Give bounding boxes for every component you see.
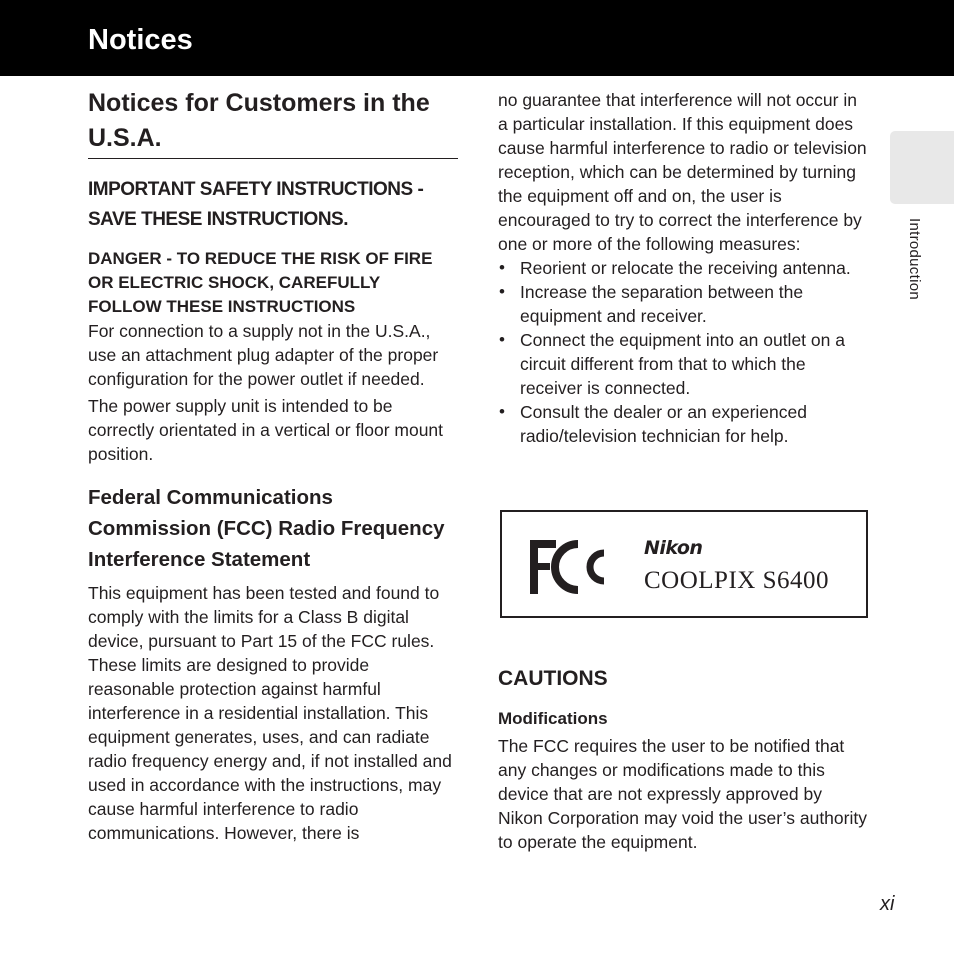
fcc-logo-icon — [528, 538, 608, 596]
list-item — [498, 280, 868, 328]
bullet-icon: • — [499, 282, 505, 301]
bullet-icon: • — [499, 330, 505, 349]
list-item-text: Increase the separation between the equipment and receiver. — [520, 282, 804, 326]
list-item-text: Reorient or relocate the receiving antenna. — [520, 258, 851, 278]
bullet-icon: • — [499, 402, 505, 421]
section-title: Notices for Customers in the U.S.A. — [88, 86, 458, 159]
safety-heading: IMPORTANT SAFETY INSTRUCTIONS - SAVE THESE INSTRUCTIONS. — [88, 179, 424, 230]
model-name: COOLPIX S6400 — [644, 567, 829, 594]
list-item — [498, 256, 868, 280]
fcc-compliance-label — [500, 510, 868, 618]
fcc-paragraph-left: This equipment has been tested and found to comply with the limits for a Class B digital device, pursuant to Part 15 of the FCC rules. These limits are designed to provide reasonable protection against harmful interference in a residential installation. This equipment generates, uses, and can radiate radio frequency energy and, if not installed and used in accordance with the instructions, may cause harmful interference to radio communications. However, there is — [88, 583, 452, 843]
modifications-paragraph: The FCC requires the user to be notified that any changes or modifications made to this device that are not expressly approved by Nikon Corporation may void the user’s authority to operate the equipment. — [498, 736, 867, 852]
list-item — [498, 328, 868, 400]
modifications-heading: Modifications — [498, 709, 608, 728]
header-bar — [0, 0, 954, 76]
list-item — [498, 400, 868, 448]
list-item-text: Consult the dealer or an experienced radio/television technician for help. — [520, 402, 807, 446]
right-column — [498, 88, 868, 448]
safety-paragraph-1: For connection to a supply not in the U.S.A., use an attachment plug adapter of the proper configuration for the power outlet if needed. — [88, 321, 439, 389]
fcc-paragraph-right: no guarantee that interference will not occur in a particular installation. If this equipment does cause harmful interference to radio or television reception, which can be determined by turning the equipment off and on, the user is encouraged to try to correct the interference by one or more of the following measures: — [498, 90, 867, 254]
safety-paragraph-2: The power supply unit is intended to be correctly orientated in a vertical or floor mount position. — [88, 396, 444, 464]
left-column — [88, 86, 458, 845]
page-title: Notices — [88, 24, 193, 56]
danger-notice: DANGER - TO REDUCE THE RISK OF FIRE OR ELECTRIC SHOCK, CAREFULLY FOLLOW THESE INSTRUCTIONS — [88, 249, 433, 316]
measures-list — [498, 256, 868, 448]
brand-name: Nikon — [644, 537, 703, 559]
list-item-text: Connect the equipment into an outlet on a circuit different from that to which the receiver is connected. — [520, 330, 845, 398]
fcc-heading: Federal Communications Commission (FCC) Radio Frequency Interference Statement — [88, 486, 445, 571]
cautions-heading: CAUTIONS — [498, 667, 608, 690]
side-tab-label: Introduction — [906, 218, 923, 300]
page-number: xi — [880, 893, 895, 915]
side-tab[interactable] — [890, 131, 954, 204]
bullet-icon: • — [499, 258, 505, 277]
